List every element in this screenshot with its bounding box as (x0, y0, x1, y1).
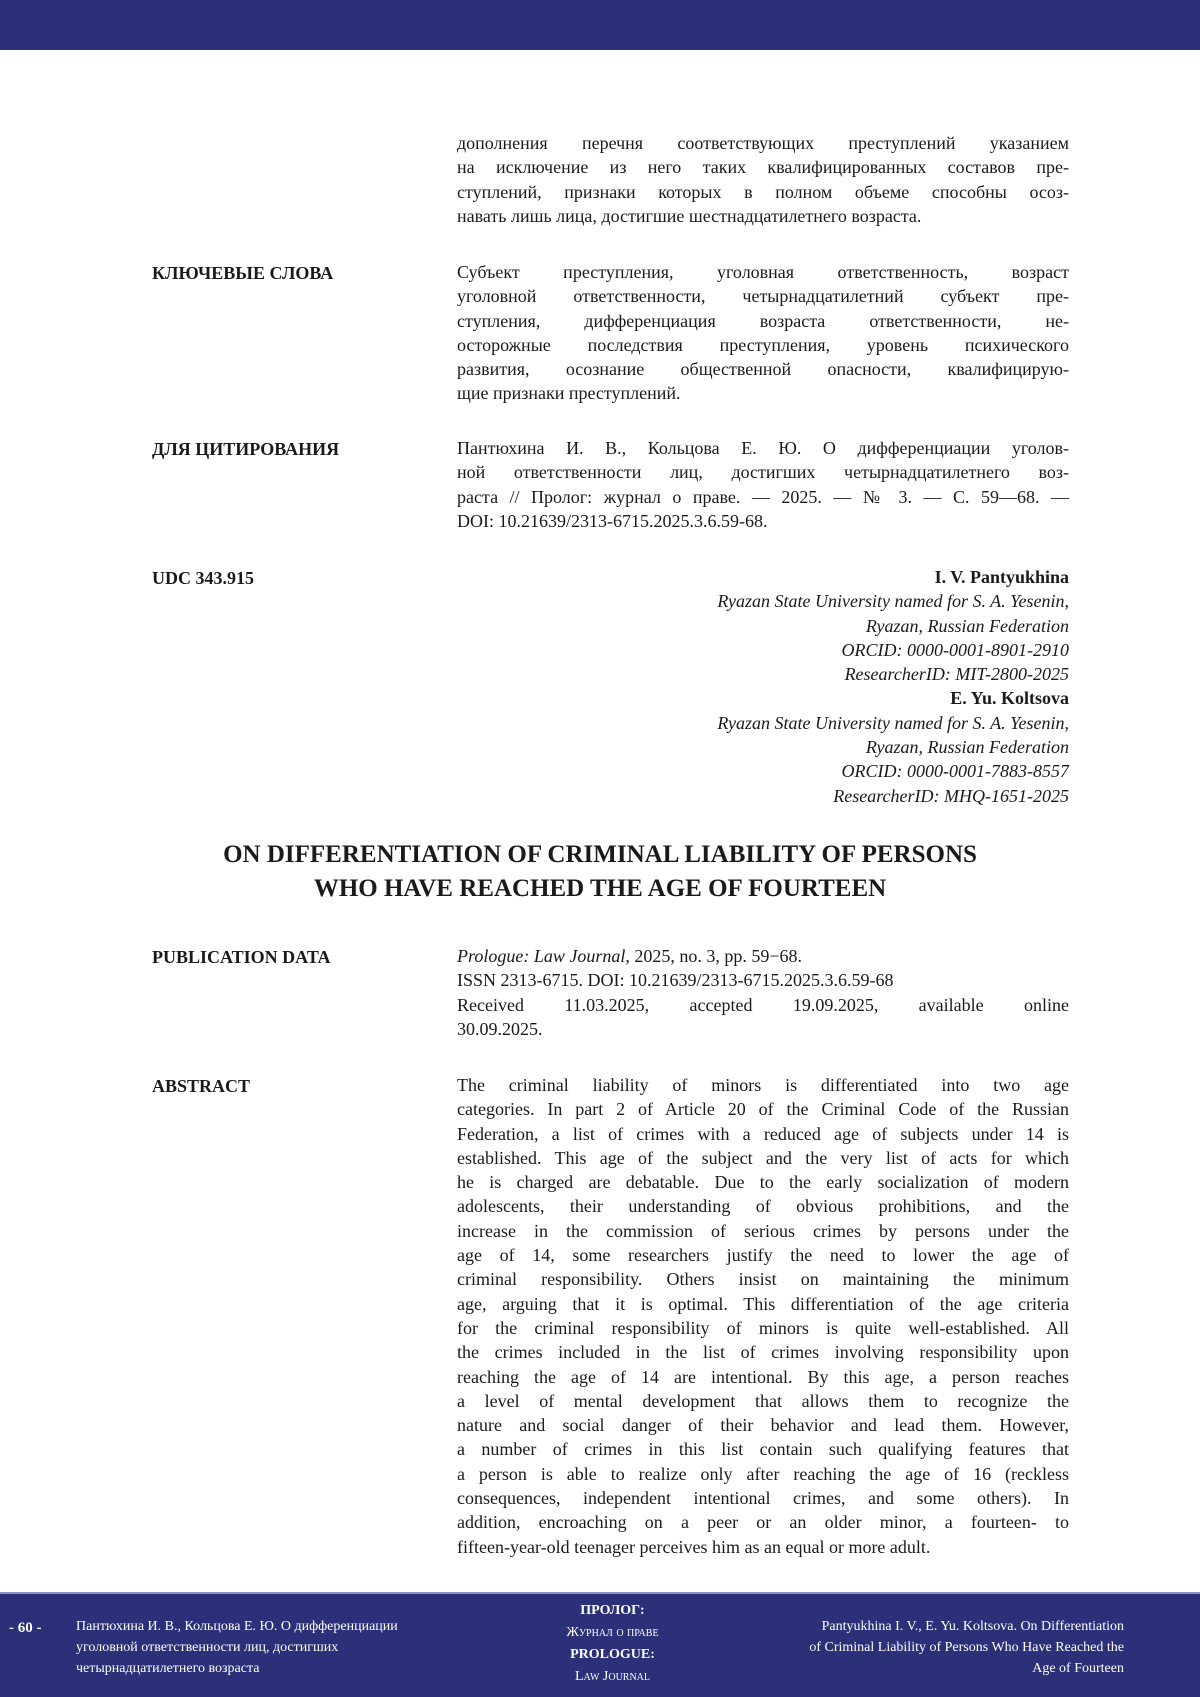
text-line: categories. In part 2 of Article 20 of the Criminal Code of the Russian (457, 1099, 1069, 1120)
text-line: на исключение из него таких квалифицированных составов пре- (457, 157, 1069, 178)
abstract-text (457, 1073, 1069, 1559)
header-band (0, 0, 1200, 50)
author-affiliation: Ryazan State University named for S. A. Yesenin, (717, 712, 1069, 733)
publication-dates-end: 30.09.2025. (457, 1018, 543, 1039)
citation-label: ДЛЯ ЦИТИРОВАНИЯ (152, 439, 340, 459)
publication-data (457, 944, 1069, 1041)
text-line: The criminal liability of minors is differentiated into two age (457, 1075, 1069, 1095)
page-number: - 60 - (9, 1620, 42, 1636)
intro-paragraph (457, 131, 1069, 228)
text-line: развития, осознание общественной опасности, квалифицирую- (457, 359, 1069, 380)
text-line: addition, encroaching on a peer or an older minor, a fourteen- to (457, 1512, 1069, 1533)
footer-line: Пантюхина И. В., Кольцова Е. Ю. О дифференциации (76, 1619, 398, 1634)
text-line: щие признаки преступлений. (457, 383, 681, 404)
citation-text (457, 436, 1069, 533)
text-line: criminal responsibility. Others insist on maintaining the minimum (457, 1269, 1069, 1290)
author-name: E. Yu. Koltsova (950, 688, 1069, 709)
author-researcher-id: ResearcherID: MIT-2800-2025 (844, 664, 1069, 685)
text-line: осторожные последствия преступления, уровень психического (457, 334, 1069, 355)
text-line: навать лишь лица, достигшие шестнадцатилетнего возраста. (457, 205, 922, 226)
text-line: the crimes included in the list of crimes involving responsibility upon (457, 1342, 1069, 1363)
text-line: he is charged are debatable. Due to the early socialization of modern (457, 1172, 1069, 1193)
text-line: a number of crimes in this list contain such qualifying features that (457, 1439, 1069, 1460)
author-orcid: ORCID: 0000-0001-8901-2910 (841, 639, 1069, 660)
text-line: уголовной ответственности, четырнадцатилетний субъект пре- (457, 286, 1069, 307)
title-line: WHO HAVE REACHED THE AGE OF FOURTEEN (313, 875, 887, 902)
author-name: I. V. Pantyukhina (934, 567, 1069, 587)
keywords-text (457, 260, 1069, 406)
footer-citation-en (704, 1616, 1124, 1679)
text-line: increase in the commission of serious crimes by persons under the (457, 1220, 1069, 1241)
author-orcid: ORCID: 0000-0001-7883-8557 (841, 761, 1069, 782)
text-line: дополнения перечня соответствующих преступлений указанием (457, 133, 1069, 153)
article-title (0, 838, 1200, 906)
footer-line: четырнадцатилетнего возраста (76, 1661, 260, 1676)
text-line: age of 14, some researchers justify the need to lower the age of (457, 1245, 1069, 1266)
text-line: ступлений, признаки которых в полном объеме способны осоз- (457, 181, 1069, 202)
text-line: DOI: 10.21639/2313-6715.2025.3.6.59-68. (457, 510, 768, 531)
text-line: ной ответственности лиц, достигших четырнадцатилетнего воз- (457, 462, 1069, 483)
publication-issn-doi: ISSN 2313-6715. DOI: 10.21639/2313-6715.2025.3.6.59-68 (457, 970, 894, 991)
author-location: Ryazan, Russian Federation (865, 737, 1069, 758)
footer-line: уголовной ответственности лиц, достигших (76, 1640, 339, 1655)
publication-label: PUBLICATION DATA (152, 947, 331, 967)
journal-name-ru: ПРОЛОГ: (580, 1603, 645, 1618)
text-line: раста // Пролог: журнал о праве. — 2025. — № 3. — С. 59—68. — (457, 486, 1069, 507)
text-line: consequences, independent intentional crimes, and some others). In (457, 1488, 1069, 1509)
title-line: ON DIFFERENTIATION OF CRIMINAL LIABILITY OF PERSONS (223, 841, 977, 868)
journal-subtitle-en: Law Journal (574, 1669, 651, 1684)
keywords-label: КЛЮЧЕВЫЕ СЛОВА (152, 263, 334, 283)
text-line: nature and social danger of their behavior and lead them. However, (457, 1415, 1069, 1436)
footer-band (0, 1592, 1200, 1697)
text-line: ступления, дифференциация возраста ответственности, не- (457, 310, 1069, 331)
text-line: Субъект преступления, уголовная ответственность, возраст (457, 262, 1069, 282)
text-line: Пантюхина И. В., Кольцова Е. Ю. О дифференциации уголов- (457, 438, 1069, 458)
authors-block (457, 565, 1069, 808)
text-line: for the criminal responsibility of minors is quite well-established. All (457, 1317, 1069, 1338)
text-line: a person is able to realize only after reaching the age of 16 (reckless (457, 1463, 1069, 1484)
journal-subtitle-ru: Журнал о праве (566, 1625, 659, 1640)
footer-citation-ru (76, 1616, 496, 1679)
author-affiliation: Ryazan State University named for S. A. Yesenin, (717, 591, 1069, 612)
udc-label: UDC 343.915 (152, 568, 254, 588)
author-researcher-id: ResearcherID: MHQ-1651-2025 (833, 785, 1069, 806)
text-line: a level of mental development that allows them to recognize the (457, 1390, 1069, 1411)
journal-name-en: PROLOGUE: (570, 1647, 655, 1662)
journal-name: Prologue: Law Journal (457, 946, 626, 966)
publication-line (457, 944, 1069, 968)
footer-line: Pantyukhina I. V., E. Yu. Koltsova. On Differentiation (821, 1619, 1124, 1634)
text-line: age, arguing that it is optimal. This differentiation of the age criteria (457, 1293, 1069, 1314)
journal-logo-text (500, 1600, 725, 1688)
abstract-label: ABSTRACT (152, 1076, 251, 1096)
publication-dates: Received 11.03.2025, accepted 19.09.2025, available online (457, 994, 1069, 1015)
text-line: adolescents, their understanding of obvious prohibitions, and the (457, 1196, 1069, 1217)
publication-pages: , 2025, no. 3, pp. 59−68. (625, 946, 802, 966)
author-location: Ryazan, Russian Federation (865, 615, 1069, 636)
text-line: reaching the age of 14 are intentional. By this age, a person reaches (457, 1366, 1069, 1387)
text-line: established. This age of the subject and the very list of acts for which (457, 1147, 1069, 1168)
text-line: Federation, a list of crimes with a reduced age of subjects under 14 is (457, 1123, 1069, 1144)
footer-line: of Criminal Liability of Persons Who Have Reached the (809, 1640, 1124, 1655)
text-line: fifteen-year-old teenager perceives him as an equal or more adult. (457, 1536, 931, 1557)
footer-line: Age of Fourteen (1032, 1661, 1124, 1676)
